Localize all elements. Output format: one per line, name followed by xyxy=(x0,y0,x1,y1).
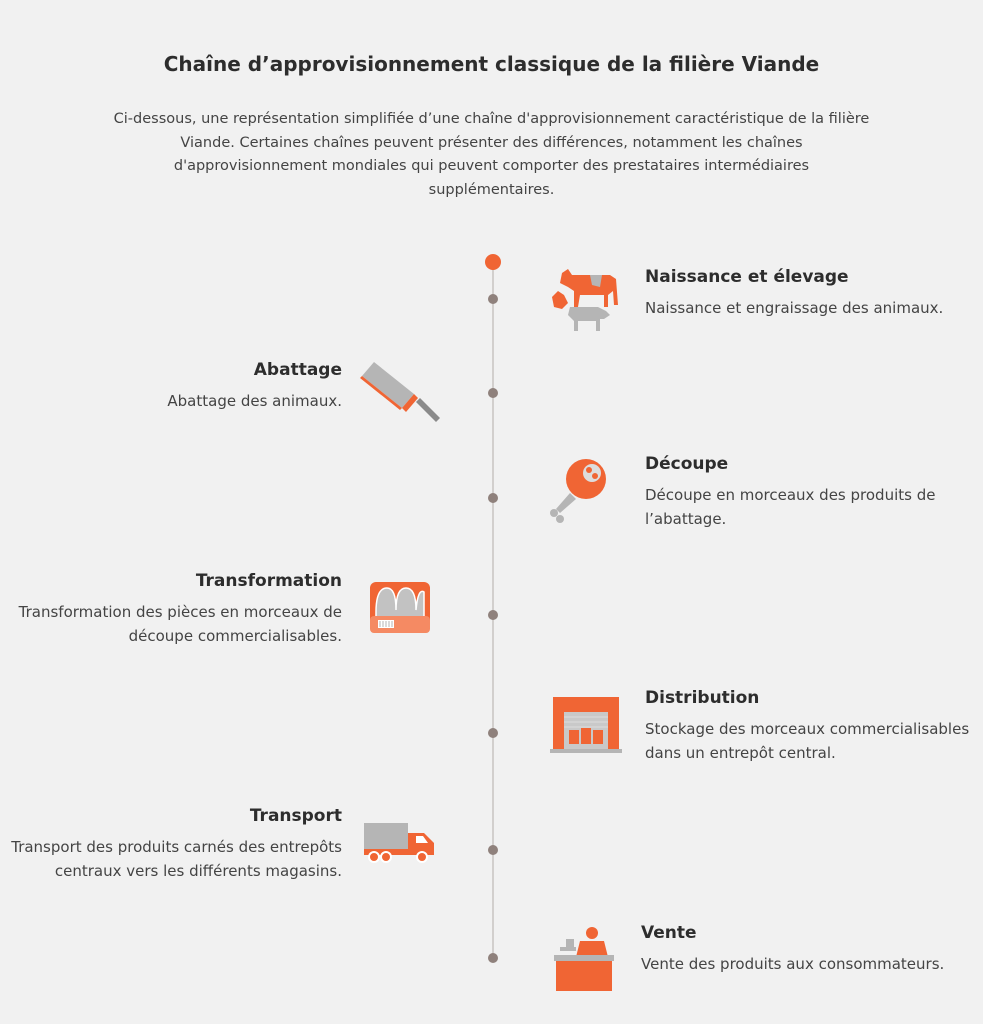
step-title: Transport xyxy=(249,806,342,826)
timeline-start-dot xyxy=(485,254,501,270)
step-title: Vente xyxy=(641,923,697,943)
step-description: Naissance et engraissage des animaux. xyxy=(645,299,944,317)
butcher-counter-icon xyxy=(552,925,616,991)
timeline-dot xyxy=(488,953,498,963)
step-description: Découpe en morceaux des produits de l’abattage. xyxy=(645,486,936,528)
intro-text: Ci-dessous, une représentation simplifiée d’une chaîne d'approvisionnement caractéristique de la filière Viande. Certaines chaînes peuvent présenter des différences, notamment les chaînes d'approvisionnement mondiales qui peuvent comporter des prestataires intermédiaires supplémentaires. xyxy=(113,111,870,198)
step-description: Stockage des morceaux commercialisables dans un entrepôt central. xyxy=(645,720,970,762)
ham-icon xyxy=(548,455,610,525)
timeline-dot xyxy=(488,493,498,503)
truck-icon xyxy=(364,823,436,863)
livestock-icon xyxy=(550,265,625,335)
warehouse-icon xyxy=(550,697,622,753)
step-title: Découpe xyxy=(645,454,729,474)
step-title: Distribution xyxy=(645,688,760,708)
step-title: Transformation xyxy=(195,571,342,591)
step-title: Abattage xyxy=(253,360,342,380)
cleaver-icon xyxy=(358,358,442,426)
timeline-dot xyxy=(488,388,498,398)
step-title: Naissance et élevage xyxy=(645,267,849,287)
step-description: Transformation des pièces en morceaux de découpe commercialisables. xyxy=(18,603,342,645)
step-description: Vente des produits aux consommateurs. xyxy=(641,955,945,973)
timeline-dot xyxy=(488,845,498,855)
meat-package-icon xyxy=(370,582,430,633)
timeline-dot xyxy=(488,610,498,620)
step-description: Transport des produits carnés des entrepôts centraux vers les différents magasins. xyxy=(11,838,342,880)
step-description: Abattage des animaux. xyxy=(167,392,342,410)
page-title: Chaîne d’approvisionnement classique de la filière Viande xyxy=(163,52,820,76)
timeline-dot xyxy=(488,294,498,304)
timeline-dot xyxy=(488,728,498,738)
